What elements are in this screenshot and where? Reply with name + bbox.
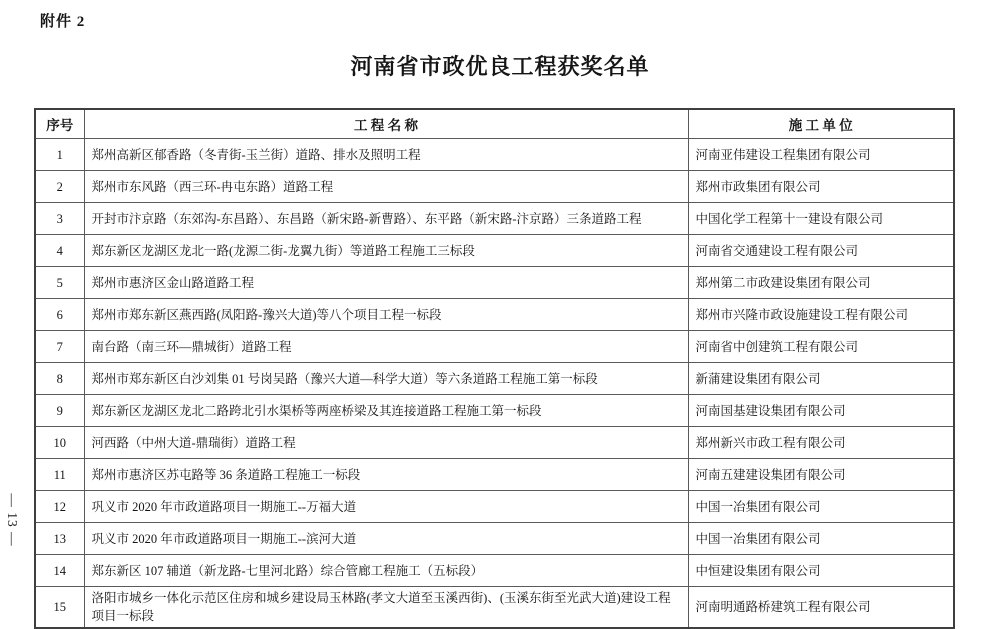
- project-name-cell: 河西路（中州大道-鼎瑞街）道路工程: [84, 427, 688, 459]
- project-name-cell: 郑州市惠济区苏屯路等 36 条道路工程施工一标段: [84, 459, 688, 491]
- project-name-cell: 郑州市惠济区金山路道路工程: [84, 267, 688, 299]
- attachment-label: 附件 2: [40, 14, 86, 30]
- company-cell: 中国一冶集团有限公司: [688, 523, 954, 555]
- serial-cell: 11: [35, 459, 84, 491]
- serial-cell: 2: [35, 171, 84, 203]
- table-row: [35, 299, 954, 331]
- serial-cell: 3: [35, 203, 84, 235]
- project-name-cell: 郑州市东风路（西三环-冉屯东路）道路工程: [84, 171, 688, 203]
- company-cell: 郑州市政集团有限公司: [688, 171, 954, 203]
- serial-cell: 15: [35, 587, 84, 629]
- table-row: [35, 203, 954, 235]
- company-cell: 河南亚伟建设工程集团有限公司: [688, 139, 954, 171]
- serial-cell: 13: [35, 523, 84, 555]
- table-body: [35, 139, 954, 629]
- project-name-cell: 郑东新区龙湖区龙北二路跨北引水渠桥等两座桥梁及其连接道路工程施工第一标段: [84, 395, 688, 427]
- serial-cell: 12: [35, 491, 84, 523]
- company-cell: 郑州新兴市政工程有限公司: [688, 427, 954, 459]
- table-row: [35, 331, 954, 363]
- project-name-cell: 开封市汴京路（东郊沟-东昌路）、东昌路（新宋路-新曹路）、东平路（新宋路-汴京路）三条道路工程: [84, 203, 688, 235]
- page-title: 河南省市政优良工程获奖名单: [350, 54, 650, 79]
- project-name-cell: 郑州市郑东新区燕西路(凤阳路-豫兴大道)等八个项目工程一标段: [84, 299, 688, 331]
- company-cell: 新蒲建设集团有限公司: [688, 363, 954, 395]
- company-cell: 中国一冶集团有限公司: [688, 491, 954, 523]
- serial-cell: 8: [35, 363, 84, 395]
- serial-cell: 4: [35, 235, 84, 267]
- company-cell: 郑州第二市政建设集团有限公司: [688, 267, 954, 299]
- table-row: [35, 267, 954, 299]
- company-cell: 中国化学工程第十一建设有限公司: [688, 203, 954, 235]
- table-row: [35, 523, 954, 555]
- company-cell: 中恒建设集团有限公司: [688, 555, 954, 587]
- table-row: [35, 171, 954, 203]
- awards-table: [34, 108, 955, 629]
- serial-cell: 10: [35, 427, 84, 459]
- page-number: — 13 —: [5, 493, 20, 547]
- project-name-cell: 郑州市郑东新区白沙刘集 01 号岗吴路（豫兴大道—科学大道）等六条道路工程施工第一标段: [84, 363, 688, 395]
- table-row: [35, 459, 954, 491]
- table-row: [35, 491, 954, 523]
- serial-cell: 5: [35, 267, 84, 299]
- table-row: [35, 587, 954, 629]
- project-name-cell: 郑州高新区郁香路（冬青街-玉兰街）道路、排水及照明工程: [84, 139, 688, 171]
- serial-cell: 14: [35, 555, 84, 587]
- header-project-name: 工 程 名 称: [84, 109, 688, 139]
- serial-cell: 1: [35, 139, 84, 171]
- company-cell: 河南国基建设集团有限公司: [688, 395, 954, 427]
- table-row: [35, 427, 954, 459]
- header-construction-unit: 施 工 单 位: [688, 109, 954, 139]
- project-name-cell: 郑东新区 107 辅道（新龙路-七里河北路）综合管廊工程施工（五标段）: [84, 555, 688, 587]
- table-row: [35, 395, 954, 427]
- company-cell: 河南省交通建设工程有限公司: [688, 235, 954, 267]
- table-header-row: [35, 109, 954, 139]
- table-row: [35, 555, 954, 587]
- project-name-cell: 郑东新区龙湖区龙北一路(龙源二街-龙翼九街）等道路工程施工三标段: [84, 235, 688, 267]
- serial-cell: 6: [35, 299, 84, 331]
- table-row: [35, 139, 954, 171]
- header-serial: 序号: [35, 109, 84, 139]
- project-name-cell: 南台路（南三环—鼎城街）道路工程: [84, 331, 688, 363]
- project-name-cell: 巩义市 2020 年市政道路项目一期施工--万福大道: [84, 491, 688, 523]
- project-name-cell: 巩义市 2020 年市政道路项目一期施工--滨河大道: [84, 523, 688, 555]
- company-cell: 河南明通路桥建筑工程有限公司: [688, 587, 954, 629]
- table-row: [35, 235, 954, 267]
- project-name-cell: 洛阳市城乡一体化示范区住房和城乡建设局玉林路(孝文大道至玉溪西街)、(玉溪东街至光武大道)建设工程项目一标段: [84, 587, 688, 629]
- company-cell: 郑州市兴隆市政设施建设工程有限公司: [688, 299, 954, 331]
- serial-cell: 9: [35, 395, 84, 427]
- serial-cell: 7: [35, 331, 84, 363]
- company-cell: 河南省中创建筑工程有限公司: [688, 331, 954, 363]
- table-row: [35, 363, 954, 395]
- company-cell: 河南五建建设集团有限公司: [688, 459, 954, 491]
